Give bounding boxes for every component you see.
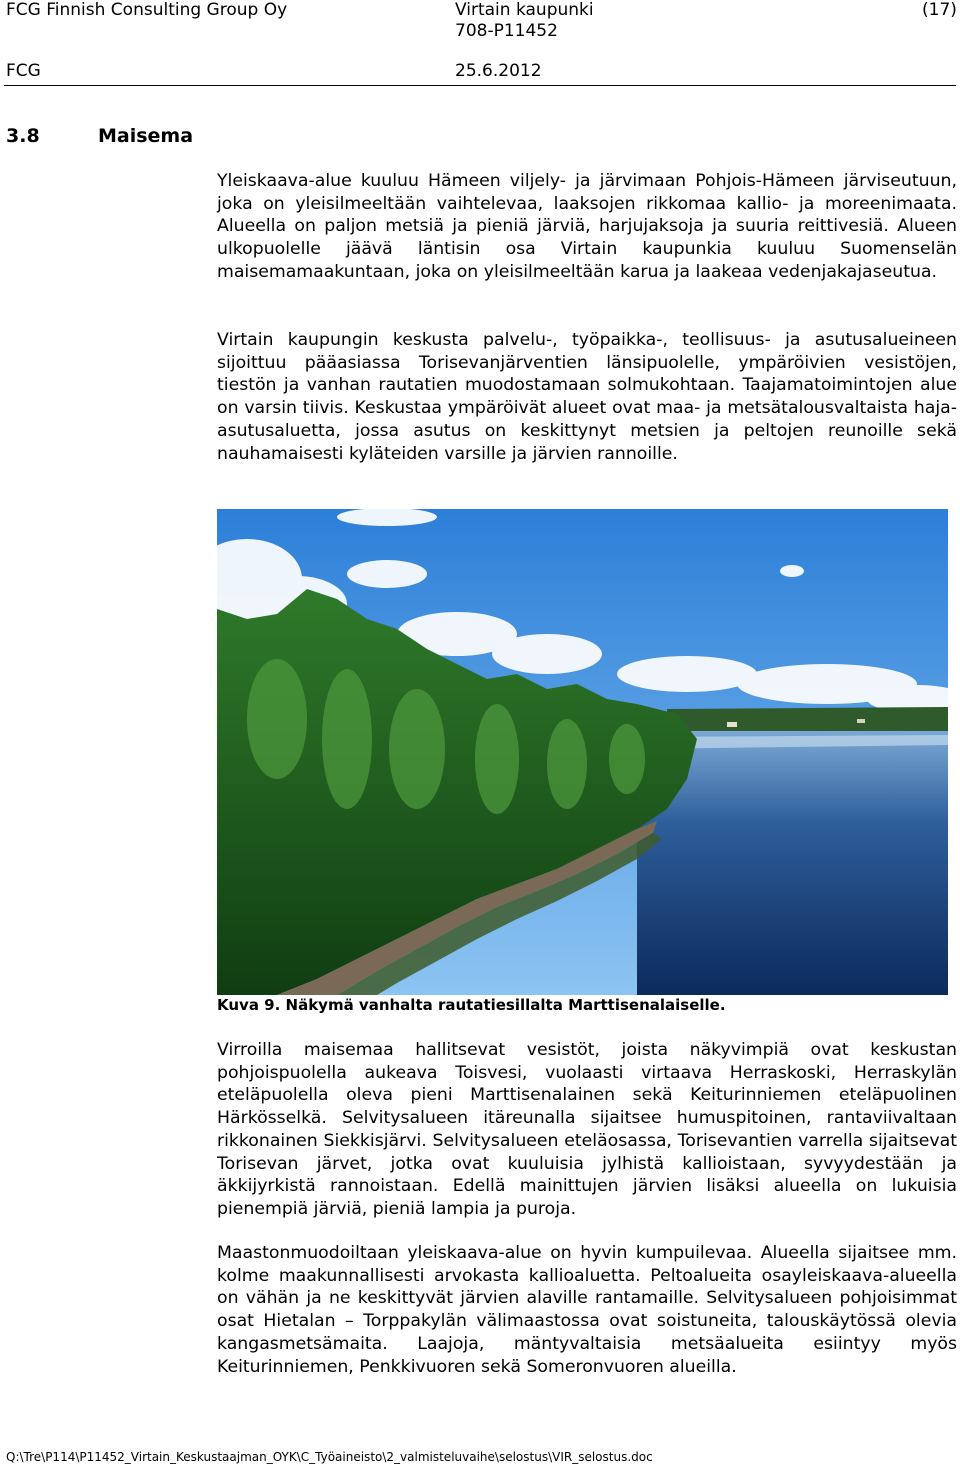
paragraph: Maastonmuodoiltaan yleiskaava-alue on hyvin kumpuilevaa. Alueella sijaitsee mm. kolme maakunnallisesti arvokasta kallioaluetta. Peltoalueita osayleiskaava-alueella on vähän ja ne keskittyvät järvien alaville rantamaille. Selvitysalueen pohjoisimmat osat Hietalan – Torppakylän välimaastossa ovat soistuneita, talouskäytössä olevia kangasmetsämaita. Laajoja, mäntyvaltaisia metsäalueita esiintyy myös Keiturinniemen, Penkkivuoren sekä Someronvuoren alueilla. <box>217 1243 957 1377</box>
section-heading <box>6 125 193 147</box>
paragraph: Virtain kaupungin keskusta palvelu-, työpaikka-, teollisuus- ja asutusalueineen sijoittuu pääasiassa Torisevanjärventien länsipuolelle, ympäröivien vesistöjen, tiestön ja vanhan rautatien muodostamaan solmukohtaan. Taajamatoimintojen alue on varsin tiivis. Keskustaa ympäröivät alueet ovat maa- ja metsätalousvaltaista haja-asutusaluetta, jossa asutus on keskittynyt metsien ja peltojen reunoille sekä nauhamaisesti kyläteiden varsille ja järvien rannoille. <box>217 330 957 464</box>
section-title: Maisema <box>98 125 194 147</box>
header-rule <box>4 85 956 86</box>
lake-landscape-photo <box>217 509 948 995</box>
header-project-number: 708-P11452 <box>455 21 558 41</box>
header-client: Virtain kaupunki <box>455 0 594 20</box>
header-short-name: FCG <box>6 61 41 81</box>
paragraph: Yleiskaava-alue kuuluu Hämeen viljely- ja järvimaan Pohjois-Hämeen järviseutuun, joka on yleisilmeeltään vaihtelevaa, laaksojen rikkomaa kallio- ja moreenimaata. Alueella on paljon metsiä ja pieniä järviä, harjujaksoja ja suuria reittivesiä. Alueen ulkopuolelle jäävä läntisin osa Virtain kaupunkia kuuluu Suomenselän maisemamaakuntaan, joka on yleisilmeeltään karua ja laakeaa vedenjakajaseutua. <box>217 171 957 282</box>
header-company: FCG Finnish Consulting Group Oy <box>6 0 288 20</box>
footer-file-path: Q:\Tre\P114\P11452_Virtain_Keskustaajman_OYK\C_Työaineisto\2_valmisteluvaihe\selostus\VIR_selostus.doc <box>6 1450 653 1464</box>
header-date: 25.6.2012 <box>455 61 542 81</box>
figure-caption: Kuva 9. Näkymä vanhalta rautatiesillalta Marttisenalaiselle. <box>217 996 726 1014</box>
header-page-number: (17) <box>922 0 957 20</box>
section-number: 3.8 <box>6 125 40 147</box>
paragraph: Virroilla maisemaa hallitsevat vesistöt, joista näkyvimpiä ovat keskustan pohjoispuolella aukeava Toisvesi, vuolaasti virtaava Herraskoski, Herraskylän eteläpuolella oleva pieni Marttisenalainen sekä Keiturinniemen eteläpuolinen Härkösselkä. Selvitysalueen itäreunalla sijaitsee humuspitoinen, rantaviivaltaan rikkonainen Siekkisjärvi. Selvitysalueen eteläosassa, Torisevantien varrella sijaitsevat Torisevan järvet, jotka ovat kuuluisia jylhistä kallioistaan, syvyydestään ja äkkijyrkistä rannoistaan. Edellä mainittujen järvien lisäksi alueella on lukuisia pienempiä järviä, pieniä lampia ja puroja. <box>217 1040 957 1219</box>
